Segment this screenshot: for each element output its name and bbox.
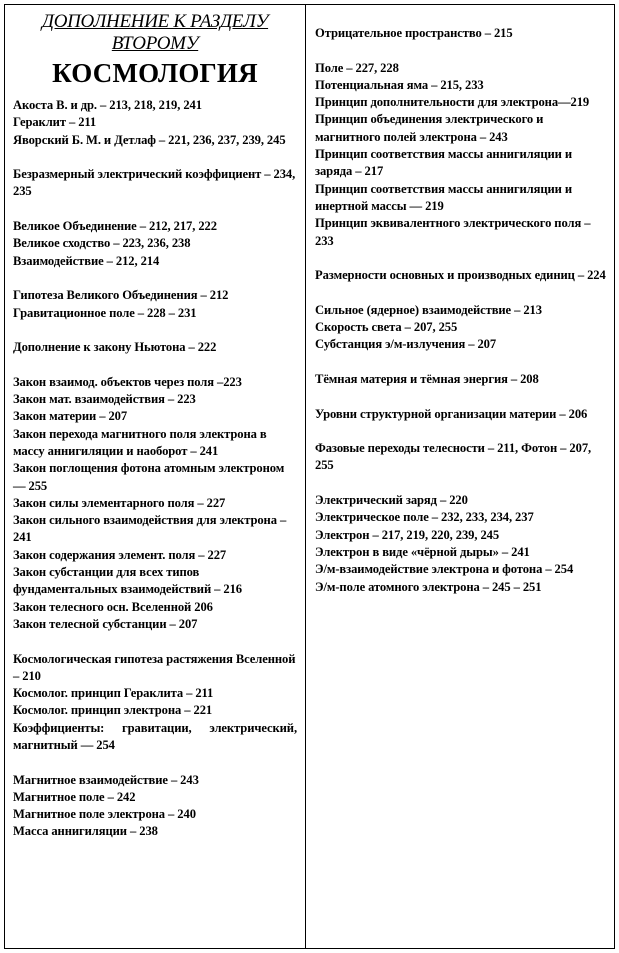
index-entry: Размерности основных и производных единиц – 224 [315, 268, 606, 283]
group-spacer [315, 42, 606, 59]
index-entry: Великое сходство – 223, 236, 238 [13, 236, 191, 251]
index-entry: Закон силы элементарного поля – 227 [13, 495, 226, 510]
index-entry: Сильное (ядерное) взаимодействие – 213 [315, 302, 542, 317]
index-entry: Космолог. принцип Гераклита – 211 [13, 686, 214, 701]
index-entry: Акоста В. и др. – 213, 218, 219, 241 [13, 98, 202, 112]
index-entry: Закон телесной субстанции – 207 [13, 616, 198, 631]
right-column [306, 5, 614, 948]
index-entry: Принцип соответствия массы аннигиляции и инертной массы — 219 [315, 181, 573, 213]
index-entry: Гравитационное поле – 228 – 231 [13, 305, 197, 320]
group-spacer [315, 423, 606, 440]
group-spacer [315, 354, 606, 371]
index-entry: Закон сильного взаимодействия для электрона – 241 [13, 513, 287, 545]
group-spacer [13, 270, 297, 287]
index-entry: Закон перехода магнитного поля электрона в массу аннигиляции и наоборот – 241 [13, 426, 267, 458]
index-entry: Э/м-поле атомного электрона – 245 – 251 [315, 579, 542, 594]
index-entry: Великое Объединение – 212, 217, 222 [13, 219, 217, 234]
index-entry: Потенциальная яма – 215, 233 [315, 77, 484, 92]
index-entry: Уровни структурной организации материи – 206 [315, 406, 588, 421]
index-entry: Закон поглощения фотона атомным электроном — 255 [13, 461, 285, 493]
index-entry: Закон материи – 207 [13, 409, 128, 424]
index-entry: Принцип дополнительности для электрона—219 [315, 95, 590, 110]
index-entry: Электрический заряд – 220 [315, 493, 468, 508]
index-table [4, 4, 615, 949]
section-heading: КОСМОЛОГИЯ [52, 58, 258, 88]
index-entry: Фазовые переходы телесности – 211, Фотон – 207, 255 [315, 441, 592, 473]
index-entry: Принцип эквивалентного электрического поля – 233 [315, 216, 591, 248]
index-entry: Закон телесного осн. Вселенной 206 [13, 599, 213, 614]
index-entry: Тёмная материя и тёмная энергия – 208 [315, 371, 539, 386]
index-entry: Магнитное поле – 242 [13, 789, 136, 804]
group-spacer [13, 201, 297, 218]
index-entry: Закон субстанции для всех типов фундаментальных взаимодействий – 216 [13, 565, 243, 597]
left-column [5, 5, 306, 948]
group-spacer [315, 250, 606, 267]
index-entry: Яворский Б. М. и Детлаф – 221, 236, 237, 239, 245 [13, 132, 286, 147]
index-entry: Космологическая гипотеза растяжения Вселенной – 210 [13, 651, 296, 683]
left-index-list [13, 97, 297, 841]
index-entry: Масса аннигиляции – 238 [13, 824, 158, 839]
group-spacer [13, 633, 297, 650]
index-entry: Скорость света – 207, 255 [315, 320, 458, 335]
index-entry: Коэффициенты: гравитации, электрический, магнитный — 254 [13, 720, 298, 752]
group-spacer [13, 356, 297, 373]
section-title: ДОПОЛНЕНИЕ К РАЗДЕЛУ ВТОРОМУ [41, 11, 269, 54]
index-entry: Гипотеза Великого Объединения – 212 [13, 288, 229, 303]
index-entry: Магнитное поле электрона – 240 [13, 807, 196, 822]
right-index-list [315, 25, 606, 596]
index-entry: Отрицательное пространство – 215 [315, 26, 513, 40]
group-spacer [315, 475, 606, 492]
group-spacer [315, 284, 606, 301]
index-entry: Э/м-взаимодействие электрона и фотона – 254 [315, 562, 574, 577]
index-entry: Космолог. принцип электрона – 221 [13, 703, 213, 718]
index-entry: Электрон – 217, 219, 220, 239, 245 [315, 527, 500, 542]
index-entry: Безразмерный электрический коэффициент – 234, 235 [13, 167, 296, 199]
index-entry: Закон содержания элемент. поля – 227 [13, 547, 227, 562]
index-entry: Электрон в виде «чёрной дыры» – 241 [315, 544, 530, 559]
group-spacer [13, 322, 297, 339]
index-entry: Субстанция э/м-излучения – 207 [315, 337, 497, 352]
index-entry: Дополнение к закону Ньютона – 222 [13, 340, 217, 355]
index-entry: Магнитное взаимодействие – 243 [13, 772, 199, 787]
index-entry: Закон взаимод. объектов через поля –223 [13, 374, 242, 389]
group-spacer [13, 754, 297, 771]
index-entry: Принцип соответствия массы аннигиляции и заряда – 217 [315, 147, 573, 179]
index-entry: Гераклит – 211 [13, 115, 97, 130]
group-spacer [315, 388, 606, 405]
index-entry: Принцип объединения электрического и магнитного полей электрона – 243 [315, 112, 544, 144]
group-spacer [13, 149, 297, 166]
index-entry: Взаимодействие – 212, 214 [13, 253, 160, 268]
index-entry: Закон мат. взаимодействия – 223 [13, 392, 196, 407]
index-entry: Электрическое поле – 232, 233, 234, 237 [315, 510, 534, 525]
index-entry: Поле – 227, 228 [315, 60, 399, 75]
